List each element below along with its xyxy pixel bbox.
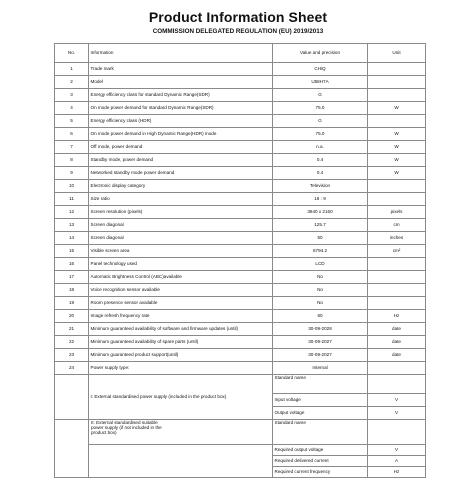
- row-value: No: [273, 297, 368, 310]
- row-information: Minimum guaranteed product support(until): [89, 349, 273, 362]
- row-no: 5: [55, 115, 89, 128]
- row-value: G: [273, 115, 368, 128]
- row-no: 19: [55, 297, 89, 310]
- header-information: Information: [89, 44, 273, 63]
- row-no: 21: [55, 323, 89, 336]
- power-output-unit: V: [368, 407, 426, 420]
- row-value: 50: [273, 232, 368, 245]
- power-standard-name-2: Standard name: [273, 420, 368, 445]
- power-no-cell: [55, 375, 89, 420]
- power-blank-cell: [89, 445, 273, 478]
- table-row: [55, 76, 426, 89]
- row-no: 13: [55, 219, 89, 232]
- power-input-voltage: Input voltage: [273, 394, 368, 407]
- row-value: n.a.: [273, 141, 368, 154]
- row-no: 10: [55, 180, 89, 193]
- row-no: 3: [55, 89, 89, 102]
- row-value: 30-09-2027: [273, 349, 368, 362]
- row-unit: [368, 63, 426, 76]
- table-row: [55, 271, 426, 284]
- info-table: [54, 43, 426, 478]
- page-title: Product Information Sheet: [148, 9, 328, 25]
- row-value: 125.7: [273, 219, 368, 232]
- table-row: [55, 193, 426, 206]
- power-req-current-unit: A: [368, 456, 426, 467]
- power-req-current: Required delivered current: [273, 456, 368, 467]
- row-information: Minimum guaranteed availability of spare parts (until): [89, 336, 273, 349]
- table-row: [55, 128, 426, 141]
- table-row: [55, 63, 426, 76]
- table-row: [55, 102, 426, 115]
- row-unit: W: [368, 154, 426, 167]
- row-unit: [368, 115, 426, 128]
- header-no: No.: [55, 44, 89, 63]
- row-information: Automatic Brightness Control (ABC)available: [89, 271, 273, 284]
- row-no: 1: [55, 63, 89, 76]
- row-unit: W: [368, 141, 426, 154]
- row-value: U58H7A: [273, 76, 368, 89]
- row-unit: date: [368, 349, 426, 362]
- power-req-output-unit: V: [368, 445, 426, 456]
- row-no: 12: [55, 206, 89, 219]
- row-no: 4: [55, 102, 89, 115]
- power-standard-name: Standard name: [273, 375, 368, 394]
- row-value: 75.0: [273, 102, 368, 115]
- row-information: On mode power demand in High Dynamic Range(HDR) mode: [89, 128, 273, 141]
- table-row: [55, 245, 426, 258]
- row-no: 7: [55, 141, 89, 154]
- row-information: Room presence sensor available: [89, 297, 273, 310]
- power-row-internal: [55, 375, 426, 394]
- row-information: Image refresh frequency rate: [89, 310, 273, 323]
- row-no: 14: [55, 232, 89, 245]
- row-unit: inches: [368, 232, 426, 245]
- power-output-voltage: Output voltage: [273, 407, 368, 420]
- row-unit: [368, 284, 426, 297]
- row-value: 0.4: [273, 167, 368, 180]
- row-value: 30-09-2027: [273, 336, 368, 349]
- row-unit: [368, 180, 426, 193]
- row-unit: cm: [368, 219, 426, 232]
- row-information: Minimum guaranteed availability of software and firmware updates (until): [89, 323, 273, 336]
- row-no: 9: [55, 167, 89, 180]
- row-unit: W: [368, 167, 426, 180]
- row-unit: [368, 271, 426, 284]
- power-row-req-output: [55, 445, 426, 456]
- row-information: Voice recognition sensor available: [89, 284, 273, 297]
- row-information: Trade mark: [89, 63, 273, 76]
- power-input-unit: V: [368, 394, 426, 407]
- table-row: [55, 258, 426, 271]
- row-information: Energy efficiency class (HDR): [89, 115, 273, 128]
- table-row: [55, 89, 426, 102]
- row-no: 16: [55, 258, 89, 271]
- page-subtitle: COMMISSION DELEGATED REGULATION (EU) 2019/2013: [152, 28, 324, 35]
- row-information: Screen diagonal: [89, 232, 273, 245]
- power-req-output-voltage: Required output voltage: [273, 445, 368, 456]
- table-header-row: [55, 44, 426, 63]
- power-standard-name-unit: [368, 375, 426, 394]
- row-information: Panel technology used: [89, 258, 273, 271]
- row-information: On mode power demand for standard Dynamic Range(SDR): [89, 102, 273, 115]
- row-value: LCD: [273, 258, 368, 271]
- power-standard-name-unit-2: [368, 420, 426, 445]
- row-no: 23: [55, 349, 89, 362]
- row-value: 6794.2: [273, 245, 368, 258]
- power-req-frequency: Required current frequency: [273, 467, 368, 478]
- table-row: [55, 297, 426, 310]
- row-no: 11: [55, 193, 89, 206]
- row-no: 6: [55, 128, 89, 141]
- table-row: [55, 310, 426, 323]
- row-unit: [368, 89, 426, 102]
- row-information: Electronic display category: [89, 180, 273, 193]
- power-internal-label: I: External standardised power supply (included in the product box): [89, 375, 273, 420]
- row-unit: [368, 297, 426, 310]
- row-no: 22: [55, 336, 89, 349]
- row-information: Energy efficiency class for standard Dynamic Range(SDR): [89, 89, 273, 102]
- table-row: [55, 206, 426, 219]
- row-unit: [368, 362, 426, 375]
- header-unit: Unit: [368, 44, 426, 63]
- row-information: Power supply type:: [89, 362, 273, 375]
- row-no: 24: [55, 362, 89, 375]
- row-unit: date: [368, 336, 426, 349]
- power-external-label: II: External standardised suitable power supply (if not included in the product box): [89, 420, 273, 445]
- row-information: Off mode, power demand: [89, 141, 273, 154]
- table-row: [55, 115, 426, 128]
- row-unit: [368, 193, 426, 206]
- row-information: Networked standby mode power demand: [89, 167, 273, 180]
- power-row-external: [55, 420, 426, 445]
- row-no: 2: [55, 76, 89, 89]
- table-row: [55, 349, 426, 362]
- row-information: Screen diagonal: [89, 219, 273, 232]
- row-value: 3840 x 2160: [273, 206, 368, 219]
- table-row: [55, 232, 426, 245]
- row-information: Size ratio: [89, 193, 273, 206]
- row-no: 15: [55, 245, 89, 258]
- row-unit: cm²: [368, 245, 426, 258]
- row-unit: W: [368, 102, 426, 115]
- row-no: 20: [55, 310, 89, 323]
- table-row: [55, 284, 426, 297]
- power-req-frequency-unit: Hz: [368, 467, 426, 478]
- power-no-cell-2: [55, 420, 89, 478]
- row-value: No: [273, 271, 368, 284]
- row-unit: Hz: [368, 310, 426, 323]
- table-row: [55, 219, 426, 232]
- row-value: No: [273, 284, 368, 297]
- row-value: 60: [273, 310, 368, 323]
- row-value: Internal: [273, 362, 368, 375]
- row-value: 75.0: [273, 128, 368, 141]
- table-row: [55, 323, 426, 336]
- row-information: Visible screen area: [89, 245, 273, 258]
- row-value: 0.4: [273, 154, 368, 167]
- table-row: [55, 362, 426, 375]
- row-unit: [368, 76, 426, 89]
- header-value: Value and precision: [273, 44, 368, 63]
- row-information: Model: [89, 76, 273, 89]
- table-row: [55, 167, 426, 180]
- row-value: G: [273, 89, 368, 102]
- row-no: 8: [55, 154, 89, 167]
- row-value: CHiQ: [273, 63, 368, 76]
- row-information: Standby mode, power demand: [89, 154, 273, 167]
- row-no: 17: [55, 271, 89, 284]
- row-information: Screen resolution (pixels): [89, 206, 273, 219]
- table-row: [55, 336, 426, 349]
- row-value: 30-09-2028: [273, 323, 368, 336]
- row-unit: pixels: [368, 206, 426, 219]
- table-row: [55, 154, 426, 167]
- table-row: [55, 141, 426, 154]
- row-unit: [368, 258, 426, 271]
- table-row: [55, 180, 426, 193]
- row-unit: date: [368, 323, 426, 336]
- row-value: 16 : 9: [273, 193, 368, 206]
- row-value: Television: [273, 180, 368, 193]
- row-no: 18: [55, 284, 89, 297]
- row-unit: W: [368, 128, 426, 141]
